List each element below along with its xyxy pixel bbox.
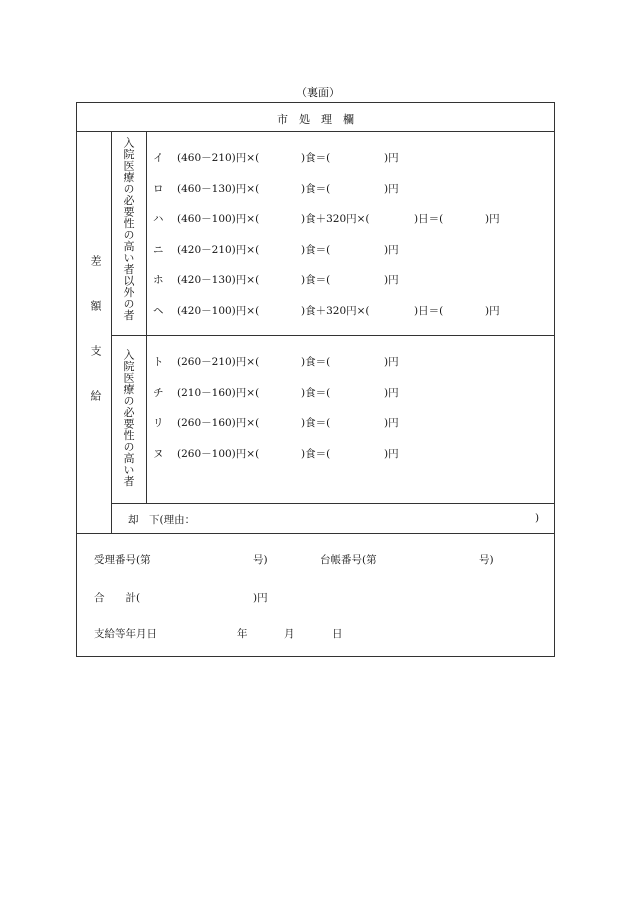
row-formula: (420－210)円×( [177,243,260,256]
divider-title [76,131,555,132]
row-formula: (420－100)円×( [177,304,260,317]
divider-side [111,131,112,533]
payment-date-day: 日 [332,628,343,640]
row-yen: )円 [384,386,399,399]
row-yen: )円 [384,152,399,164]
row-mark: リ [153,417,164,429]
row-yen: )円 [485,304,500,317]
divider-groups [111,335,555,336]
row-mark: ニ [153,243,164,256]
row-meal: )食＝( [301,274,331,286]
row-yen: )円 [384,417,399,429]
row-meal: )食＝( [301,386,331,399]
row-mark: ヌ [153,447,164,460]
row-formula: (260－210)円×( [177,356,260,368]
row-formula: (260－100)円×( [177,447,260,460]
row-formula: (460－130)円×( [177,182,260,195]
side-label: 差額支給 [89,255,102,435]
row-yen: )円 [384,356,399,368]
row-meal: )食＝( [301,417,331,429]
total-close: )円 [253,592,268,604]
payment-date-month: 月 [284,628,295,640]
rejection-close: ) [535,512,540,524]
row-yen: )円 [384,182,399,195]
row-formula: (260－160)円×( [177,417,260,429]
row-days: )日＝( [414,304,444,317]
row-days: )日＝( [414,213,444,225]
row-mark: ハ [153,213,164,225]
payment-date-label: 支給等年月日 [94,628,157,640]
row-meal: )食＋320円×( [301,213,370,225]
divider-group [146,131,147,503]
row-yen: )円 [485,213,500,225]
row-mark: ホ [153,274,164,286]
row-mark: イ [153,152,164,164]
divider-rejection [111,503,555,504]
row-meal: )食＝( [301,243,331,256]
row-meal: )食＋320円×( [301,304,370,317]
row-meal: )食＝( [301,356,331,368]
divider-footer [76,533,555,534]
row-mark: チ [153,386,164,399]
row-meal: )食＝( [301,447,331,460]
row-mark: ヘ [153,304,164,317]
row-formula: (460－210)円×( [177,152,260,164]
ledger-number-label: 台帳番号(第 [320,554,377,566]
payment-date-year: 年 [237,628,248,640]
total-label: 合 計( [94,592,141,604]
row-yen: )円 [384,447,399,460]
row-yen: )円 [384,243,399,256]
receipt-number-label: 受理番号(第 [94,554,151,566]
section-title: 市 処 理 欄 [277,113,354,126]
row-formula: (420－130)円×( [177,274,260,286]
row-mark: ロ [153,182,164,195]
row-meal: )食＝( [301,152,331,164]
row-meal: )食＝( [301,182,331,195]
row-yen: )円 [384,274,399,286]
row-mark: ト [153,356,164,368]
page-heading: （裏面） [296,86,340,99]
row-formula: (460－100)円×( [177,213,260,225]
group2-label: 入院医療の必要性の高い者 [122,349,135,487]
ledger-number-close: 号) [479,554,494,566]
rejection-label: 却 下(理由： [128,514,196,526]
row-formula: (210－160)円×( [177,386,260,399]
receipt-number-close: 号) [253,554,268,566]
group1-label: 入院医療の必要性の高い者以外の者 [122,137,135,321]
